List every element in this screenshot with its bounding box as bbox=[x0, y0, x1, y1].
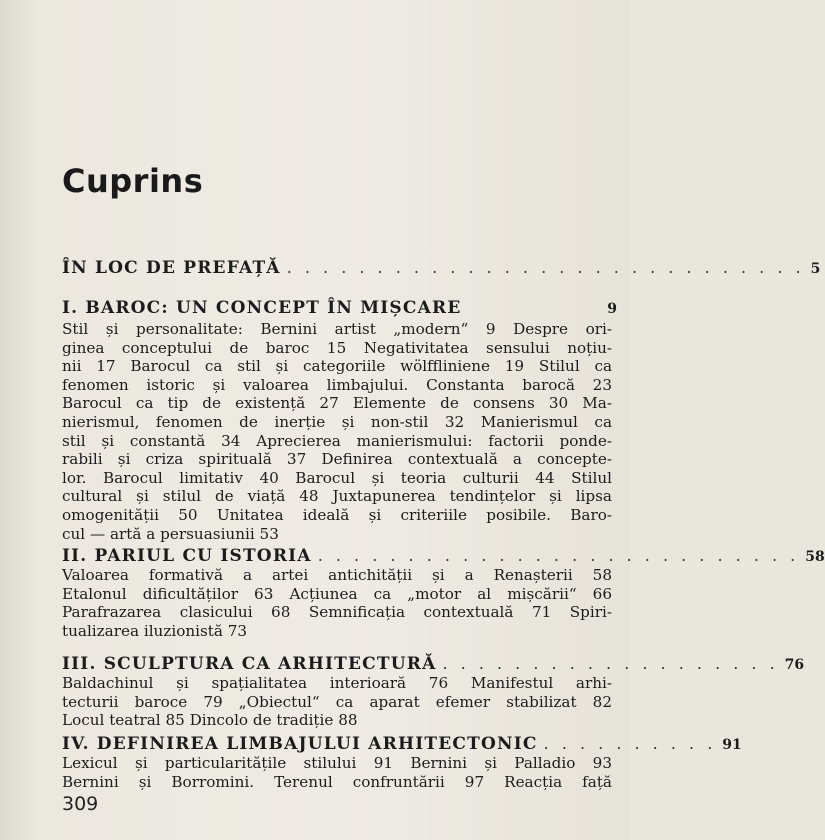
contents-line: cultural și stilul de viață 48 Juxtapunerea tendințelor și lipsa bbox=[62, 487, 612, 506]
section-4-entry bbox=[62, 734, 742, 754]
section-2-page: 58 bbox=[805, 549, 825, 565]
contents-line: nierismul, fenomen de inerție și non-stil 32 Manierismul ca bbox=[62, 412, 612, 431]
dot-leader: . . . . . . . . . . . . . . . . . . . . . . . . . . . bbox=[317, 546, 800, 565]
section-3-title: III. SCULPTURA CA ARHITECTURĂ bbox=[62, 654, 437, 674]
contents-line: Lexicul și particularitățile stilului 91 Bernini și Palladio 93 bbox=[62, 754, 612, 772]
contents-line: Etalonul dificultăților 63 Acțiunea ca „motor al mișcării“ 66 bbox=[62, 584, 612, 603]
section-1-contents bbox=[62, 320, 612, 543]
contents-line: ginea conceptului de baroc 15 Negativitatea sensului noțiu- bbox=[62, 338, 612, 357]
contents-line: stil și constantă 34 Aprecierea manierismului: factorii ponde- bbox=[62, 431, 612, 450]
contents-line: lor. Barocul limitativ 40 Barocul și teoria culturii 44 Stilul bbox=[62, 468, 612, 487]
contents-line: Bernini și Borromini. Terenul confruntării 97 Reacția față bbox=[62, 772, 612, 791]
contents-line: Baldachinul și spațialitatea interioară 76 Manifestul arhi- bbox=[62, 674, 612, 692]
contents-line: tecturii baroce 79 „Obiectul“ ca aparat efemer stabilizat 82 bbox=[62, 692, 612, 711]
preface-title: ÎN LOC DE PREFAȚĂ bbox=[62, 258, 281, 278]
contents-line: tualizarea iluzionistă 73 bbox=[62, 621, 248, 640]
section-4-page: 91 bbox=[722, 737, 742, 753]
contents-line: Stil și personalitate: Bernini artist „modern“ 9 Despre ori- bbox=[62, 320, 612, 338]
dot-leader: . . . . . . . . . . . . . . . . . . . . . . . . . . . . . bbox=[286, 258, 805, 277]
preface-page: 5 bbox=[810, 261, 821, 277]
contents-line: Valoarea formativă a artei antichității și a Renașterii 58 bbox=[62, 566, 612, 584]
contents-line: Barocul ca tip de existență 27 Elemente de consens 30 Ma- bbox=[62, 394, 612, 413]
section-3-entry bbox=[62, 654, 805, 674]
preface-entry bbox=[62, 258, 821, 278]
contents-line: omogenității 50 Unitatea ideală și criteriile posibile. Baro- bbox=[62, 505, 612, 524]
section-1-title: I. BAROC: UN CONCEPT ÎN MIȘCARE bbox=[62, 298, 462, 318]
section-2-title: II. PARIUL CU ISTORIA bbox=[62, 546, 312, 566]
contents-line: Parafrazarea clasicului 68 Semnificația contextuală 71 Spiri- bbox=[62, 603, 612, 622]
dot-leader: . . . . . . . . . . . . . . . . . . . bbox=[442, 654, 779, 673]
dot-leader: . . . . . . . . . . bbox=[543, 734, 717, 753]
section-1-entry bbox=[62, 298, 617, 318]
contents-line: nii 17 Barocul ca stil și categoriile wölffliniene 19 Stilul ca bbox=[62, 357, 612, 376]
contents-line: Locul teatral 85 Dincolo de tradiție 88 bbox=[62, 711, 358, 730]
page-number: 309 bbox=[62, 793, 99, 815]
section-4-title: IV. DEFINIREA LIMBAJULUI ARHITECTONIC bbox=[62, 734, 538, 754]
contents-line: cul — artă a persuasiunii 53 bbox=[62, 524, 279, 543]
page-heading: Cuprins bbox=[62, 162, 204, 200]
contents-line: fenomen istoric și valoarea limbajului. Constanta barocă 23 bbox=[62, 375, 612, 394]
section-2-entry bbox=[62, 546, 825, 566]
section-4-contents bbox=[62, 754, 612, 791]
section-2-contents bbox=[62, 566, 612, 640]
section-3-contents bbox=[62, 674, 612, 730]
section-3-page: 76 bbox=[784, 657, 805, 673]
section-1-page: 9 bbox=[607, 301, 617, 317]
contents-line: rabili și criza spirituală 37 Definirea contextuală a concepte- bbox=[62, 450, 612, 469]
